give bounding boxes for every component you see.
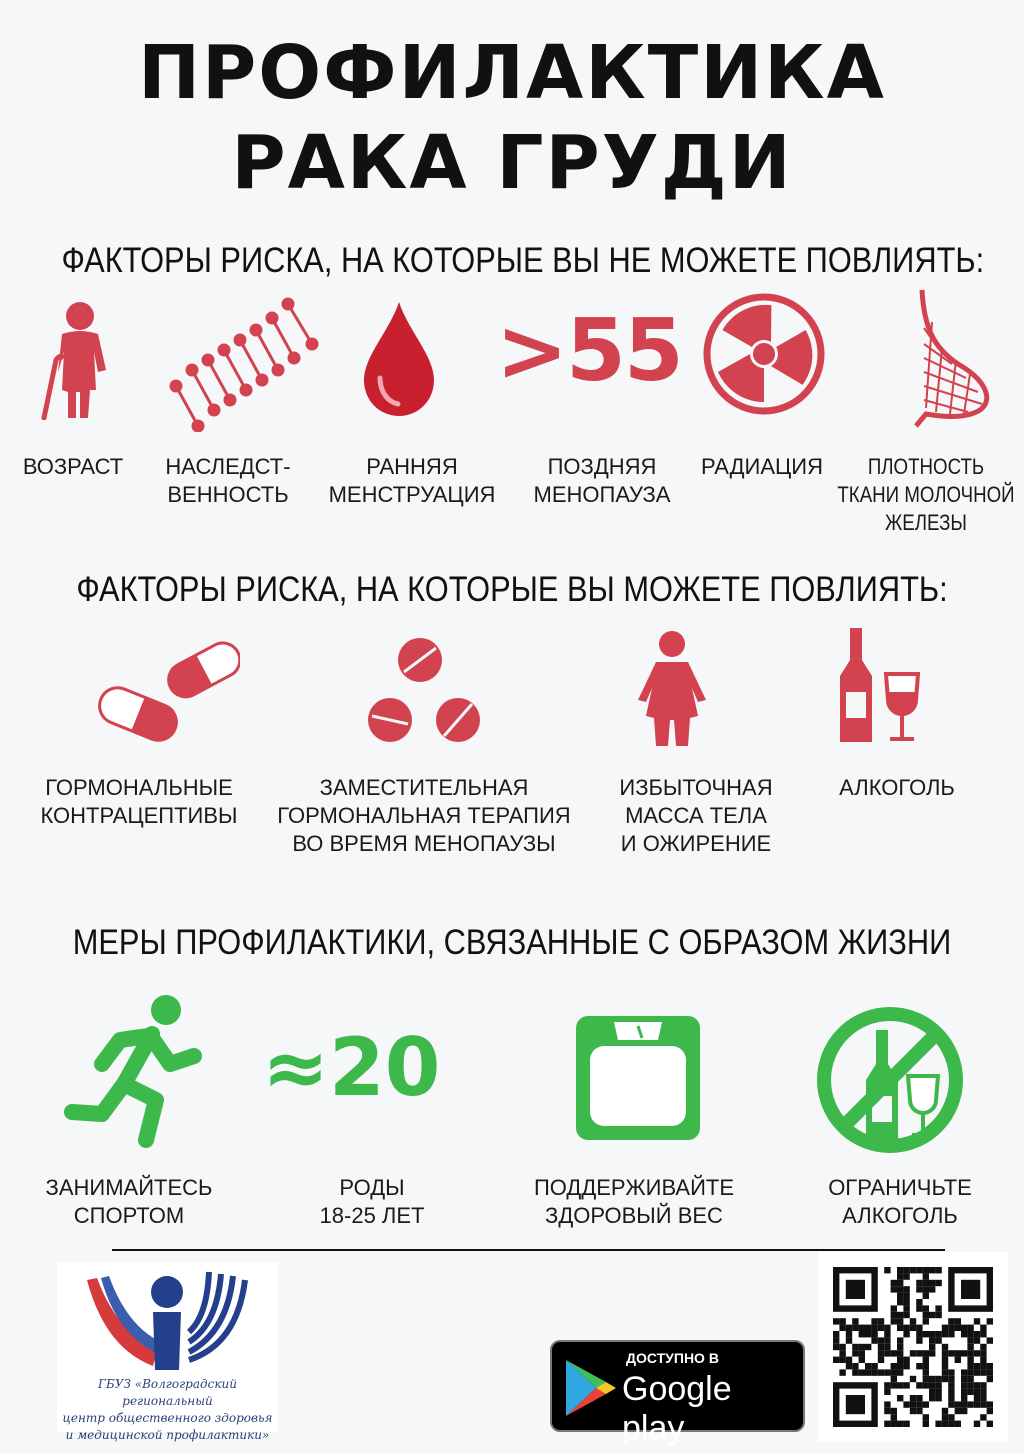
org-caption: ГБУЗ «Волгоградский региональный центр общественного здоровья и медицинской профилактики» — [62, 1377, 273, 1442]
org-logo — [57, 1262, 278, 1442]
label-radiation: РАДИАЦИЯ — [701, 454, 823, 479]
qr-code-icon — [818, 1252, 1008, 1442]
overweight-woman-icon — [636, 630, 708, 748]
running-person-icon — [62, 994, 202, 1148]
label-age: ВОЗРАСТ — [22, 454, 124, 479]
blood-drop-icon — [360, 300, 438, 418]
no-alcohol-icon — [816, 1006, 964, 1154]
page-title-line1: ПРОФИЛАКТИКА — [138, 30, 886, 116]
label-healthy-weight: ПОДДЕРЖИВАЙТЕ ЗДОРОВЫЙ ВЕС — [533, 1175, 734, 1228]
heading-controllable-factors: ФАКТОРЫ РИСКА, НА КОТОРЫЕ ВЫ МОЖЕТЕ ПОВЛИЯТЬ: — [76, 570, 948, 609]
bottle-and-glass-icon — [838, 626, 922, 744]
age-over-55: >55 — [496, 301, 682, 401]
label-overweight: ИЗБЫТОЧНАЯ МАССА ТЕЛА И ОЖИРЕНИЕ — [619, 775, 773, 856]
label-do-sports: ЗАНИМАЙТЕСЬ СПОРТОМ — [45, 1175, 213, 1228]
elderly-woman-icon — [34, 300, 116, 420]
tablets-icon — [364, 636, 484, 748]
scale-icon — [576, 1016, 700, 1140]
label-breast-density: ПЛОТНОСТЬ ТКАНИ МОЛОЧНОЙ ЖЕЛЕЗЫ — [837, 454, 1015, 535]
label-hormonal-contraceptives: ГОРМОНАЛЬНЫЕ КОНТРАЦЕПТИВЫ — [40, 775, 238, 828]
label-limit-alcohol: ОГРАНИЧЬТЕ АЛКОГОЛЬ — [828, 1175, 972, 1228]
label-childbirth-age: РОДЫ 18-25 ЛЕТ — [319, 1175, 425, 1228]
footer-divider — [112, 1249, 945, 1251]
label-early-menstruation: РАННЯЯ МЕНСТРУАЦИЯ — [328, 454, 496, 507]
label-alcohol-risk: АЛКОГОЛЬ — [839, 775, 955, 800]
store-available-text: ДОСТУПНО В — [626, 1350, 719, 1366]
approx-20: ≈20 — [262, 1021, 441, 1114]
label-late-menopause: ПОЗДНЯЯ МЕНОПАУЗА — [533, 454, 671, 507]
label-hormone-therapy: ЗАМЕСТИТЕЛЬНАЯ ГОРМОНАЛЬНАЯ ТЕРАПИЯ ВО ВРЕМЯ МЕНОПАУЗЫ — [277, 775, 571, 856]
heading-prevention-measures: МЕРЫ ПРОФИЛАКТИКИ, СВЯЗАННЫЕ С ОБРАЗОМ ЖИЗНИ — [72, 923, 952, 962]
dna-icon — [168, 296, 320, 432]
google-play-badge[interactable] — [550, 1340, 805, 1447]
google-play-icon — [562, 1358, 618, 1418]
capsules-icon — [94, 634, 240, 746]
label-heredity: НАСЛЕДСТ- ВЕННОСТЬ — [165, 454, 291, 507]
heading-uncontrollable-factors: ФАКТОРЫ РИСКА, НА КОТОРЫЕ ВЫ НЕ МОЖЕТЕ ПОВЛИЯТЬ: — [61, 241, 985, 280]
store-name-text: Google play — [622, 1370, 732, 1447]
breast-tissue-icon — [908, 288, 996, 428]
org-emblem-icon — [57, 1262, 278, 1374]
radiation-icon — [702, 292, 826, 416]
page-title-line2: РАКА ГРУДИ — [231, 120, 793, 206]
